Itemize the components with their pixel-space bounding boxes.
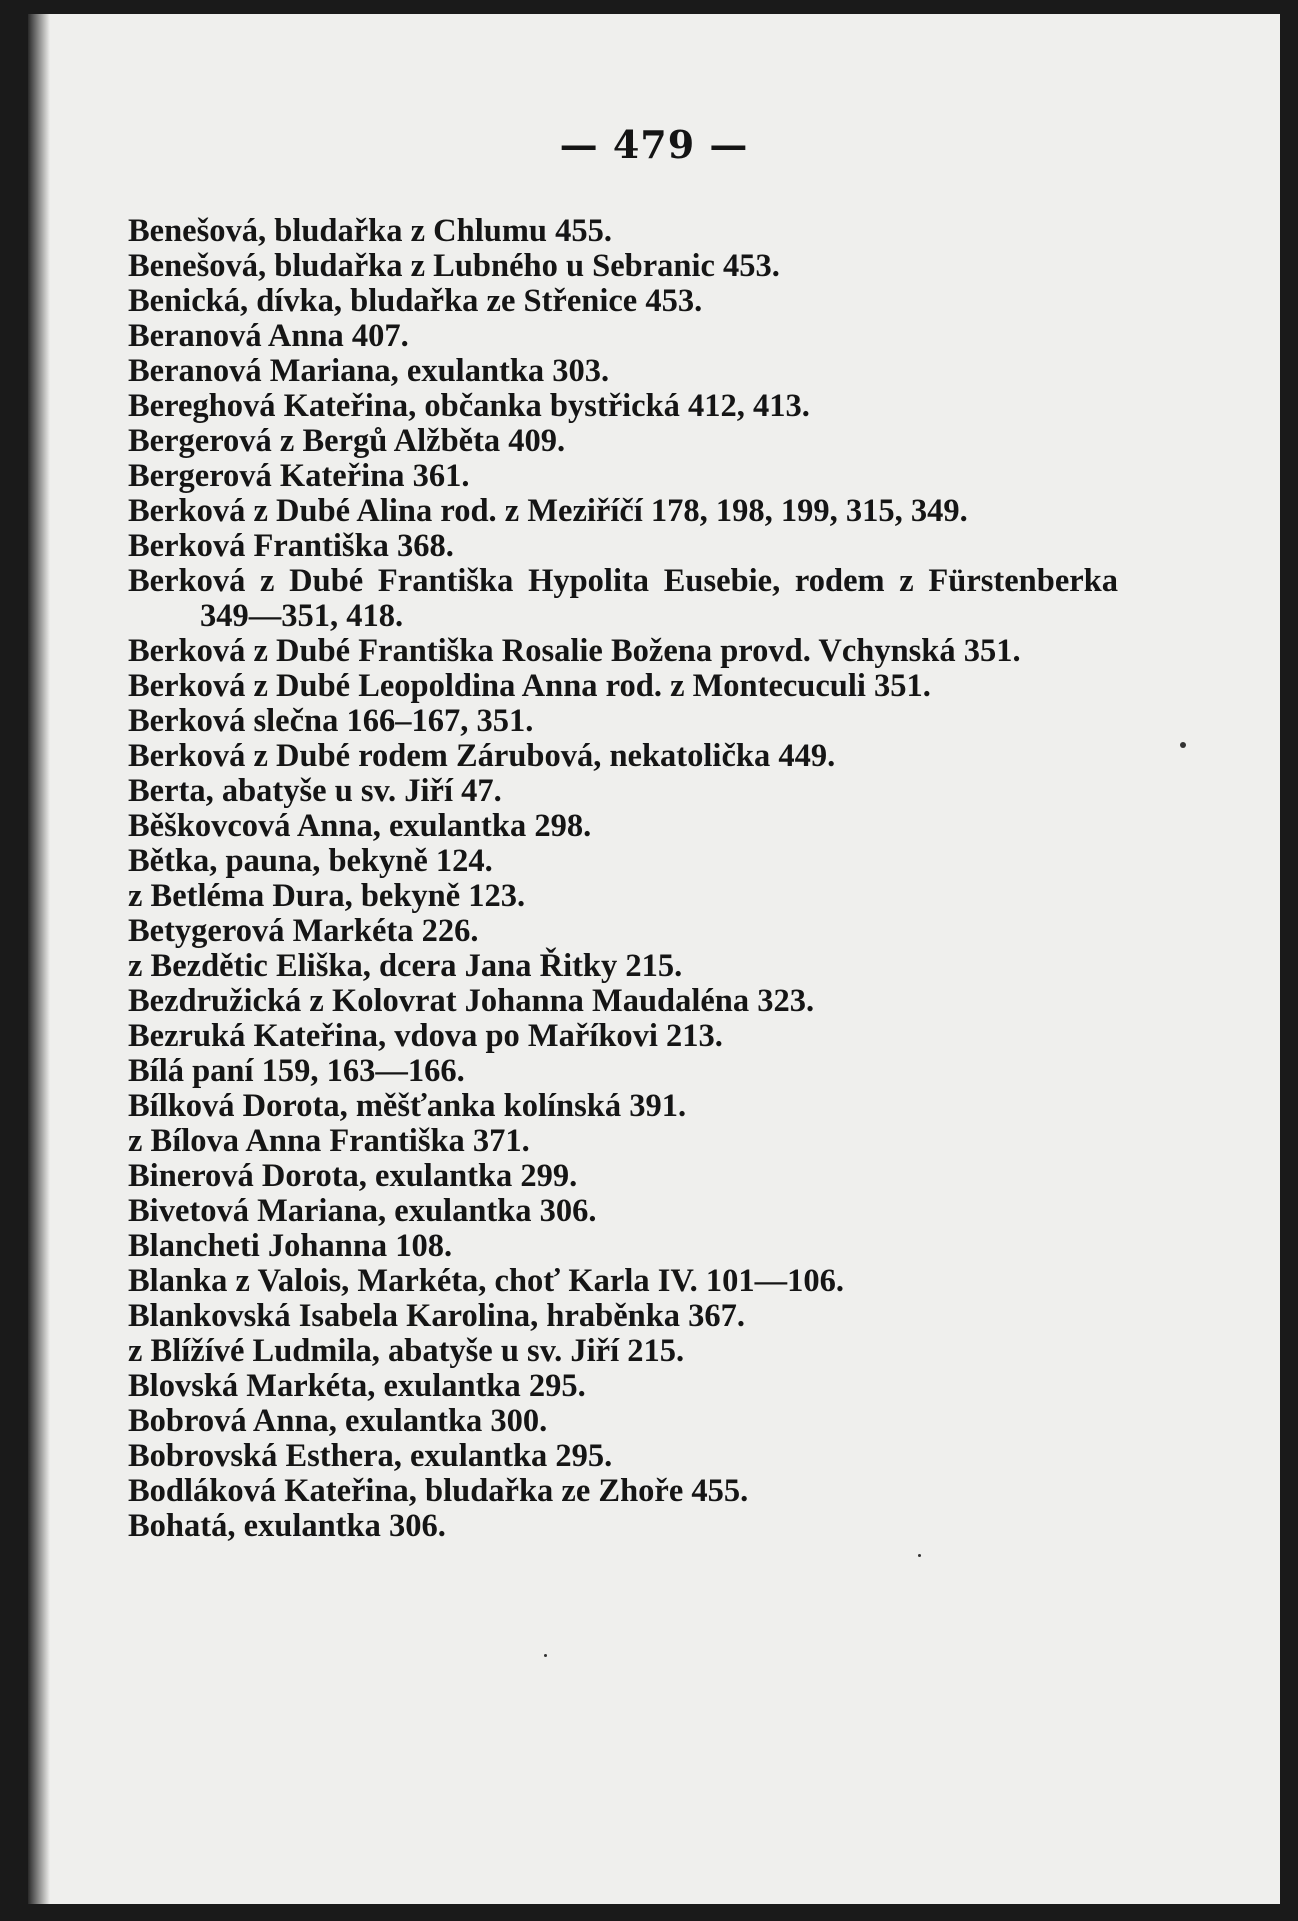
index-entry: Bivetová Mariana, exulantka 306.: [128, 1193, 597, 1229]
index-entry: z Betléma Dura, bekyně 123.: [128, 878, 526, 914]
index-entry: Blovská Markéta, exulantka 295.: [128, 1368, 586, 1404]
index-entry: z Bílova Anna Františka 371.: [128, 1123, 530, 1159]
index-entry: z Bezdětic Eliška, dcera Jana Řitky 215.: [128, 948, 683, 984]
index-entry: Blankovská Isabela Karolina, hraběnka 367.: [128, 1298, 746, 1334]
index-entry: Berková z Dubé rodem Zárubová, nekatolička 449.: [128, 738, 836, 774]
page-number: — 479 —: [559, 122, 749, 167]
index-entry: Betygerová Markéta 226.: [128, 913, 479, 949]
index-entry: Berková z Dubé Alina rod. z Meziříčí 178, 198, 199, 315, 349.: [128, 493, 968, 529]
index-entry: Bobrovská Esthera, exulantka 295.: [128, 1438, 613, 1474]
print-speck: [1180, 742, 1186, 748]
index-entry: Binerová Dorota, exulantka 299.: [128, 1158, 578, 1194]
index-entry: Beranová Mariana, exulantka 303.: [128, 353, 610, 389]
index-entry: Bereghová Kateřina, občanka bystřická 412, 413.: [128, 388, 810, 424]
index-entry: Benešová, bludařka z Chlumu 455.: [128, 213, 612, 249]
index-entry: Berková slečna 166–167, 351.: [128, 703, 534, 739]
index-entry: Bohatá, exulantka 306.: [128, 1508, 446, 1544]
print-speck: [544, 1654, 547, 1657]
index-entry: Berta, abatyše u sv. Jiří 47.: [128, 773, 502, 809]
index-entry: Bobrová Anna, exulantka 300.: [128, 1403, 548, 1439]
index-entry: Berková z Dubé Františka Hypolita Eusebie, rodem z Fürstenberka 349—351, 418.: [128, 563, 1118, 634]
index-entry: Blancheti Johanna 108.: [128, 1228, 453, 1264]
print-speck: [918, 1554, 921, 1557]
index-entry: Bezruká Kateřina, vdova po Maříkovi 213.: [128, 1018, 723, 1054]
index-entry: Berková z Dubé Leopoldina Anna rod. z Montecuculi 351.: [128, 668, 931, 704]
index-entry: Bergerová Kateřina 361.: [128, 458, 470, 494]
index-entry: z Blížívé Ludmila, abatyše u sv. Jiří 215.: [128, 1333, 685, 1369]
index-entries: [128, 214, 1118, 1544]
index-entry: Beranová Anna 407.: [128, 318, 409, 354]
index-entry: Blanka z Valois, Markéta, choť Karla IV. 101—106.: [128, 1263, 845, 1299]
binding-shadow: [28, 14, 50, 1904]
index-entry: Bětka, pauna, bekyně 124.: [128, 843, 493, 879]
index-entry: Benická, dívka, bludařka ze Střenice 453.: [128, 283, 703, 319]
index-entry: Berková z Dubé Františka Rosalie Božena provd. Vchynská 351.: [128, 633, 1021, 669]
index-entry: Bergerová z Bergů Alžběta 409.: [128, 423, 566, 459]
index-entry: Bodláková Kateřina, bludařka ze Zhoře 455.: [128, 1473, 749, 1509]
index-entry: Bezdružická z Kolovrat Johanna Maudaléna 323.: [128, 983, 815, 1019]
index-entry: Bílková Dorota, měšťanka kolínská 391.: [128, 1088, 687, 1124]
index-entry: Berková Františka 368.: [128, 528, 454, 564]
index-entry: Běškovcová Anna, exulantka 298.: [128, 808, 592, 844]
index-entry: Bílá paní 159, 163—166.: [128, 1053, 465, 1089]
book-page: [28, 14, 1280, 1904]
index-entry: Benešová, bludařka z Lubného u Sebranic 453.: [128, 248, 780, 284]
